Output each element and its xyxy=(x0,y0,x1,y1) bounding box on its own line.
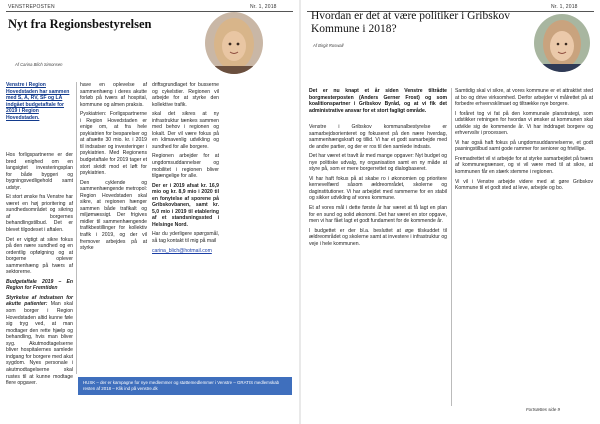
column-divider xyxy=(76,82,77,374)
author-portrait xyxy=(205,12,263,74)
paragraph: Vi har også haft fokus på ungdomsuddannelserne, et godt pasningstilbud samt gode rammer for seniorer og frivillige. xyxy=(455,139,593,153)
section-subheading: Styrkelse af indsatsen for akutte patienter: xyxy=(6,294,73,308)
paragraph: Hos forligspartnerne er der bred enighed om en langsigtet investeringsplan for både byggeri og bygningsvedligehold samt udstyr. xyxy=(6,152,73,191)
paragraph: Regionen arbejder for at ungdomsuddannelser og mobilitet i regionen bliver tilgængelige for alle. xyxy=(152,153,219,180)
article-title: Nyt fra Regionsbestyrelsen xyxy=(8,17,152,31)
membership-info-box xyxy=(78,377,292,395)
paragraph: Der er i 2019 afsat kr. 16,9 mio og kr. 8,9 mio i 2020 til en fonytelse af sporene på Gribskovbanen, samt kr. 5,0 mio i 2019 til etablering af et standsningssted i Helsinge Nord. xyxy=(152,182,219,228)
right-page xyxy=(301,0,600,424)
column-1 xyxy=(309,124,447,250)
article-title: Hvordan er det at være politiker i Gribskov Kommune i 2018? xyxy=(311,10,510,35)
continued-note: Fortsættes side 9 xyxy=(526,407,560,412)
paragraph: Venstre i Gribskov kommunalbestyrelse er samarbejdsorienteret og fokuseret på den nære hverdag, sammenhængskraft og tillid. Vi har et godt samarbejde med de andre partier, og der er ros til den samlede indsats. xyxy=(309,124,447,150)
left-page xyxy=(0,0,299,424)
paragraph: Det er vigtigt at sikre fokus på den nære sundhed og en ordentlig opfølgning og at borgerne oplever sammenhæng på tværs af sektorerne. xyxy=(6,236,73,276)
email-link[interactable]: carina_blich@hotmail.com xyxy=(152,247,212,254)
paragraph: I budgettet er der bl.a. besluttet at øge tilskuddet til ældreområdet og skolerne samt at investere i infrastruktur og veje i hele kommunen. xyxy=(309,227,447,247)
paragraph: Har du yderligere spørgsmål, så tag kontakt til mig på mail xyxy=(152,231,219,245)
paragraph: Fremadrettet vil vi arbejde for at styrke samarbejdet på tværs af kommunegrænser, og vi vil være med til at sikre, at kommunen får en stærk stemme i regionen. xyxy=(455,155,593,176)
column-3 xyxy=(152,82,219,257)
paragraph: Et af vores mål i dette første år har været at få lagt en plan for en sund og solid økonomi. Det har været en stor opgave, men vi har fået lagt et godt fundament for de kommende år. xyxy=(309,205,447,225)
paragraph: Pyskiatrien: Forligspartnerne i Region Hovedstaden er enige om, at fra hele psykiatrien for besparelser og at afsætte 30 mio. kr. i 2019 til indsatser og investeringer i psykiatrien. Med Regionens budgetaftale for 2019 tager et stort skridt mod et løft for psykiatrien. xyxy=(80,111,147,177)
article-byline: Af Birgit Roswall xyxy=(313,43,344,48)
paragraph: Vi har haft fokus på at skabe ro i økonomien og prioritere kernevelfærd såsom ældreområdet, skolerne og daginstitutioner. Vi har arbejdet med rammerne for en stabil og sikker udvikling af vores kommune. xyxy=(309,175,447,202)
paragraph: skal det sikres at ny infrastruktur tænkes sammen med behov i regionen og lokalt. Der vil være fokus på en klimavenlig udvikling og sundhed for alle borgere. xyxy=(152,111,219,150)
article-byline: Af Carina Blich Simonsen xyxy=(15,62,63,67)
paragraph: Det har været et travlt år med mange opgaver: Nyt budget og nye politiske udvalg, ny organisation samt en ny måde at styre på, som er mere borgerrettet og dialogbaseret. xyxy=(309,153,447,173)
issue-number: Nr. 1, 2018 xyxy=(551,4,578,10)
column-2 xyxy=(455,88,593,195)
paragraph: Samtidig skal vi sikre, at vores kommune er et attraktivt sted at bo og drive virksomhed. Derfor arbejder vi målrettet på at forbedre erhvervsklimaet og tiltrække nye borgere. xyxy=(455,88,593,108)
column-2 xyxy=(80,82,147,255)
issue-number: Nr. 1, 2018 xyxy=(250,4,277,10)
paragraph: Vi vil i Venstre arbejde videre med at gøre Gribskov Kommune til et godt sted at leve, arbejde og bo. xyxy=(455,178,593,192)
paragraph: I foråret tog vi fat på den kommunale planstrategi, som udstikker retningen for hvordan vi ønsker at kommunen skal udvikle sig de kommende år. Vi har inddraget borgere og erhvervsliv i processen. xyxy=(455,110,593,137)
paragraph: Man skal som borger i Region Hovedstaden altid kunne føle sig tryg ved, at man modtager den rette hjælp og behandling, hvis man bliver syg. Akutmodtagelserne bliver hospitalernes samlede indgang for borgere med akut sygdom. Nyes personale i akutmodtagelserne skal rustes til at kunne modtage flere opgaver. xyxy=(6,301,73,387)
column-divider xyxy=(451,88,452,406)
paragraph: have en oplevelse af sammenhæng i deres akutte forløb på tværs af hospital, kommune og almen praksis. xyxy=(80,82,147,108)
paragraph: driftsgrundlaget for busserne og cykelstier. Regionen vil arbejde for at styrke den kollektive trafik. xyxy=(152,82,219,108)
section-subheading: Budgetaftale 2019 – En Region for Fremtiden xyxy=(6,278,73,292)
info-box-text: HUSK – der er kampagne for nye medlemmer og støttemedlemmer i Venstre – GRATIS medlemskab resten af 2018 – Klik ind på venstre.dk xyxy=(83,380,280,391)
author-portrait xyxy=(534,14,590,72)
lede-paragraph: Venstre i Region Hovedstaden har sammen med S, Å, RV, SF og LA indgået budgetaftale for 2019 i Region Hovedstaden. xyxy=(6,82,70,121)
paragraph: Et stort ønske fra Venstre har været en høj prioritering af sundhedsområdet og sikring af borgernes behandlingstilbud. Det er blevet tilgodeset i aftalen. xyxy=(6,194,73,234)
column-1 xyxy=(6,152,73,390)
lede-paragraph: Det er nu knapt et år siden Venstre tiltrådte borgmesterposten (Anders Gerner Frost) og som koalitionspartner i Gribskov Byråd, og at vi fik det administrative ansvar for et stort fagligt område. xyxy=(309,88,447,114)
newsletter-header: VENSTREPOSTEN xyxy=(8,4,55,10)
header-divider xyxy=(6,11,293,12)
paragraph: Den cyklende og sammenhængende metropol: Region Hovedstaden skal sikre, at regionen hænger sammen både trafikalt og miljømæssigt. Der frigives midler til sammenhængende trafikbestillinger for kollektiv trafik i 2019, og der vil fremover arbejdes på at styrke xyxy=(80,179,147,252)
